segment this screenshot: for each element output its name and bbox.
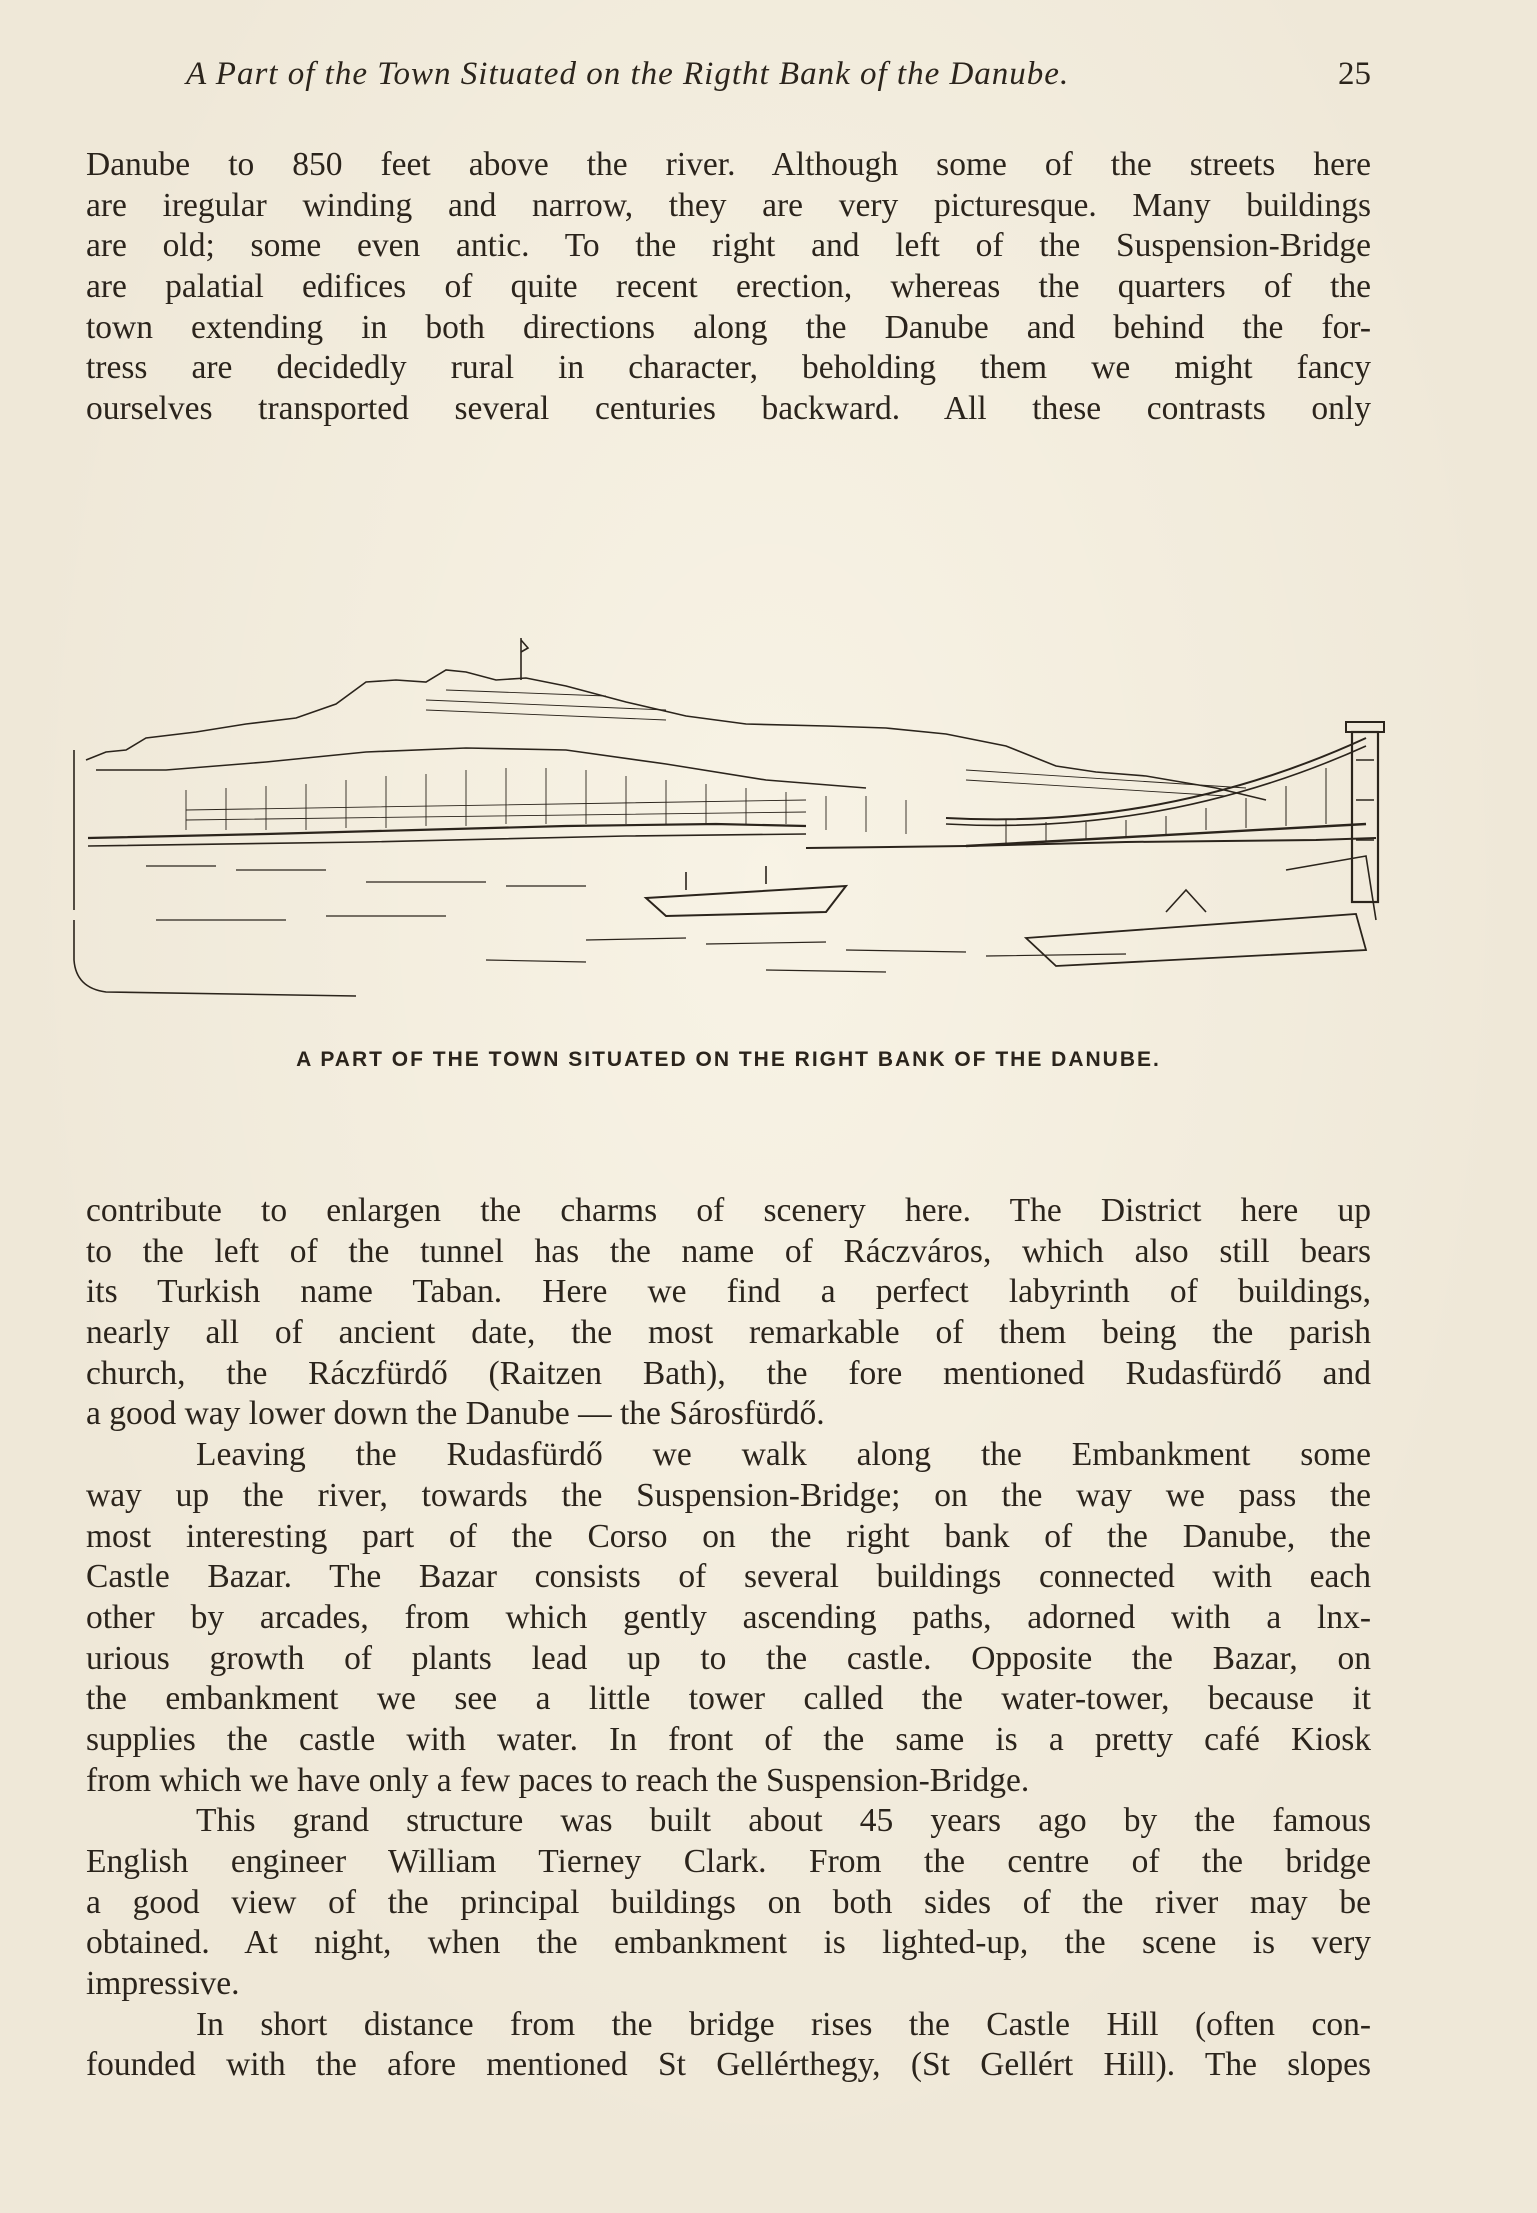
text-line: ourselves transported several centuries backward. All these contrasts only <box>86 390 1371 428</box>
text-line: the embankment we see a little tower called the water-tower, because it <box>86 1680 1371 1718</box>
text-line: a good view of the principal buildings on both sides of the river may be <box>86 1883 1371 1921</box>
text-line: English engineer William Tierney Clark. From the centre of the bridge <box>86 1843 1371 1880</box>
running-head <box>86 52 1371 102</box>
text-line: urious growth of plants lead up to the castle. Opposite the Bazar, on <box>86 1639 1371 1677</box>
text-line: This grand structure was built about 45 years ago by the famous <box>196 1802 1371 1840</box>
danube-bank-illustration <box>66 620 1396 1010</box>
text-line: way up the river, towards the Suspension-Bridge; on the way we pass the <box>86 1476 1371 1514</box>
text-line: Castle Bazar. The Bazar consists of several buildings connected with each <box>86 1558 1371 1596</box>
text-line: nearly all of ancient date, the most remarkable of them being the parish <box>86 1314 1371 1352</box>
text-line: founded with the afore mentioned St Gellérthegy, (St Gellért Hill). The slopes <box>86 2046 1371 2084</box>
text-line: obtained. At night, when the embankment is lighted-up, the scene is very <box>86 1924 1371 1962</box>
text-line: its Turkish name Taban. Here we find a perfect labyrinth of buildings, <box>86 1273 1371 1311</box>
text-line: tress are decidedly rural in character, beholding them we might fancy <box>86 349 1371 387</box>
text-line: Leaving the Rudasfürdő we walk along the Embankment some <box>196 1436 1371 1474</box>
text-line: impressive. <box>86 1965 240 2003</box>
paragraph-bottom <box>86 1191 1371 2086</box>
text-line: are iregular winding and narrow, they are very picturesque. Many buildings <box>86 186 1371 224</box>
text-line: most interesting part of the Corso on the right bank of the Danube, the <box>86 1517 1371 1555</box>
paragraph-top <box>86 145 1371 430</box>
text-line: supplies the castle with water. In front of the same is a pretty café Kiosk <box>86 1720 1371 1758</box>
text-line: a good way lower down the Danube — the Sárosfürdő. <box>86 1395 825 1433</box>
text-line: are old; some even antic. To the right and left of the Suspension-Bridge <box>86 227 1371 265</box>
text-line: contribute to enlargen the charms of scenery here. The District here up <box>86 1192 1371 1229</box>
figure-caption: A PART OF THE TOWN SITUATED ON THE RIGHT BANK OF THE DANUBE. <box>296 1048 1161 1071</box>
text-line: In short distance from the bridge rises the Castle Hill (often con- <box>196 2005 1371 2043</box>
text-line: from which we have only a few paces to reach the Suspension-Bridge. <box>86 1761 1030 1799</box>
text-line: other by arcades, from which gently ascending paths, adorned with a lnx- <box>86 1598 1371 1636</box>
text-line: to the left of the tunnel has the name of Ráczváros, which also still bears <box>86 1232 1371 1270</box>
text-line: church, the Ráczfürdő (Raitzen Bath), the fore mentioned Rudasfürdő and <box>86 1354 1371 1392</box>
text-line: Danube to 850 feet above the river. Although some of the streets here <box>86 146 1371 183</box>
text-line: are palatial edifices of quite recent erection, whereas the quarters of the <box>86 268 1371 306</box>
running-title: A Part of the Town Situated on the Rigtht Bank of the Danube. <box>186 56 1070 92</box>
page-number: 25 <box>1338 56 1371 92</box>
text-line: town extending in both directions along the Danube and behind the for- <box>86 308 1371 346</box>
